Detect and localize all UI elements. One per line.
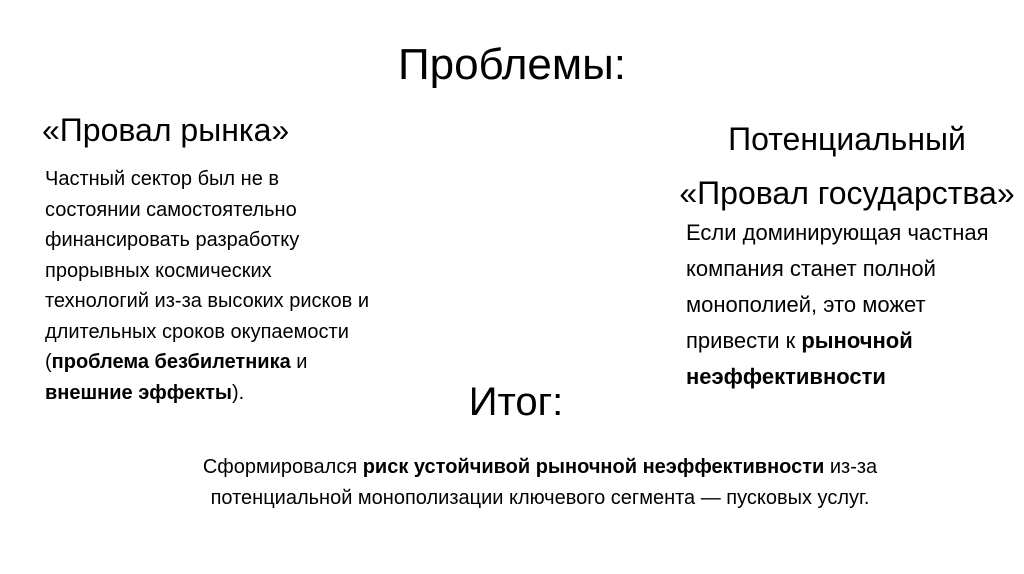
text-run: Сформировался — [202, 456, 363, 478]
text-run: ). — [232, 381, 245, 404]
text-run-bold: внешние эффекты — [45, 381, 233, 404]
summary-heading: Итог: — [468, 380, 564, 424]
government-failure-heading: Потенциальный «Провал государства» — [679, 121, 1015, 211]
text-run: Частный сектор был не в состоянии самостоятельно финансировать разработку прорывных космических технологий из-за высоких рисков и длительных сроков окупаемости ( — [45, 168, 369, 373]
text-run: и — [290, 351, 308, 373]
market-failure-text — [45, 164, 375, 408]
slide-title: Проблемы: — [397, 40, 627, 89]
text-run-bold: рыночной неэффективности — [686, 328, 913, 389]
text-run: из-за потенциальной монополизации ключевого сегмента — пусковых услуг. — [210, 456, 878, 509]
government-failure-text — [686, 215, 1021, 395]
market-failure-heading: «Провал рынка» — [42, 112, 290, 148]
summary-text — [180, 452, 900, 514]
text-run-bold: риск устойчивой рыночной неэффективности — [362, 456, 825, 478]
text-run: Если доминирующая частная компания станет полной монополией, это может привести к — [686, 220, 989, 353]
text-run-bold: проблема безбилетника — [51, 351, 291, 373]
